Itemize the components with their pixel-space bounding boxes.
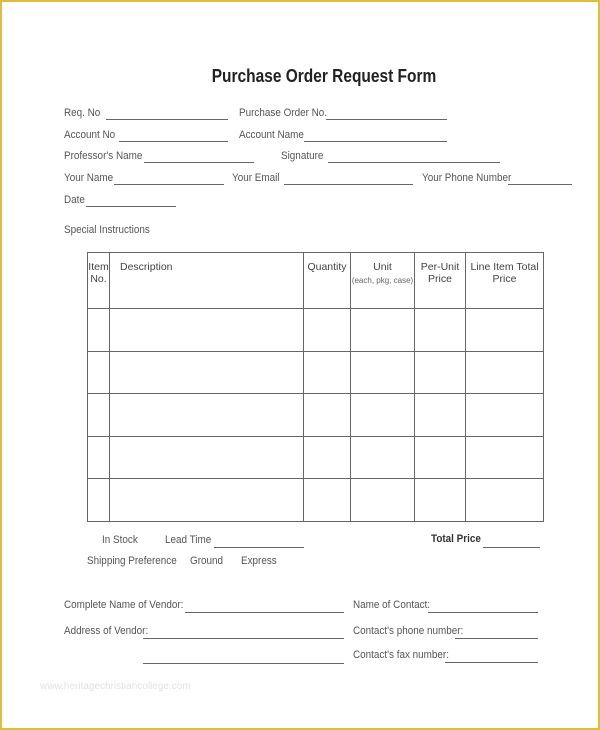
item-no-header-line2: No. — [90, 273, 107, 285]
contact-fax-label: Contact's fax number: — [353, 649, 449, 661]
unit-cell[interactable] — [351, 309, 415, 352]
description-cell[interactable] — [110, 309, 304, 352]
table-row — [88, 436, 544, 479]
req-no-label: Req. No — [64, 107, 101, 119]
shipping-preference-label: Shipping Preference — [87, 555, 177, 567]
table-row — [88, 479, 544, 522]
vendor-address-field[interactable] — [143, 638, 344, 639]
total-price-label: Total Price — [431, 533, 481, 545]
contact-name-label: Name of Contact: — [353, 599, 431, 611]
special-instructions-label: Special Instructions — [64, 224, 150, 236]
description-cell[interactable] — [110, 351, 304, 394]
line-total-cell[interactable] — [466, 309, 544, 352]
description-cell[interactable] — [110, 479, 304, 522]
express-checkbox[interactable] — [230, 557, 239, 566]
vendor-address-label: Address of Vendor: — [64, 625, 149, 637]
signature-label: Signature — [281, 150, 324, 162]
unit-header-label: Unit — [373, 261, 392, 273]
vendor-name-label: Complete Name of Vendor: — [64, 599, 184, 611]
quantity-header: Quantity — [304, 253, 351, 309]
ground-checkbox[interactable] — [179, 557, 188, 566]
professors-name-field[interactable] — [144, 162, 254, 163]
per-unit-price-cell[interactable] — [415, 479, 466, 522]
quantity-cell[interactable] — [304, 436, 351, 479]
unit-cell[interactable] — [351, 394, 415, 437]
professors-name-label: Professor's Name — [64, 150, 143, 162]
description-cell[interactable] — [110, 436, 304, 479]
item-no-cell[interactable] — [88, 436, 110, 479]
contact-fax-field[interactable] — [445, 662, 538, 663]
account-name-label: Account Name — [239, 129, 304, 141]
item-no-cell[interactable] — [88, 479, 110, 522]
date-label: Date — [64, 194, 85, 206]
total-price-field[interactable] — [483, 547, 540, 548]
unit-cell[interactable] — [351, 436, 415, 479]
item-no-cell[interactable] — [88, 309, 110, 352]
unit-cell[interactable] — [351, 479, 415, 522]
account-no-field[interactable] — [119, 141, 228, 142]
date-field[interactable] — [86, 206, 176, 207]
line-total-cell[interactable] — [466, 479, 544, 522]
form-title: Purchase Order Request Form — [211, 66, 437, 86]
in-stock-label: In Stock — [102, 534, 138, 546]
description-cell[interactable] — [110, 394, 304, 437]
table-header-row — [88, 253, 544, 309]
ground-label: Ground — [190, 555, 224, 567]
contact-phone-label: Contact's phone number: — [353, 625, 464, 637]
watermark: www.heritagechristiancollege.com — [40, 681, 191, 692]
unit-cell[interactable] — [351, 351, 415, 394]
description-header: Description — [110, 253, 304, 309]
your-phone-field[interactable] — [508, 184, 572, 185]
quantity-cell[interactable] — [304, 479, 351, 522]
quantity-cell[interactable] — [304, 394, 351, 437]
express-label: Express — [241, 555, 277, 567]
vendor-name-field[interactable] — [185, 612, 344, 613]
contact-phone-field[interactable] — [455, 638, 538, 639]
line-total-header-line1: Line Item Total — [470, 261, 539, 273]
your-email-field[interactable] — [284, 184, 413, 185]
item-no-cell[interactable] — [88, 351, 110, 394]
in-stock-checkbox[interactable] — [91, 536, 100, 545]
your-email-label: Your Email — [232, 172, 280, 184]
lead-time-label: Lead Time — [165, 534, 212, 546]
signature-field[interactable] — [328, 162, 500, 163]
your-name-field[interactable] — [114, 184, 224, 185]
item-no-cell[interactable] — [88, 394, 110, 437]
item-no-header — [88, 253, 110, 309]
per-unit-price-cell[interactable] — [415, 309, 466, 352]
table-row — [88, 351, 544, 394]
line-total-cell[interactable] — [466, 394, 544, 437]
line-items-table — [87, 252, 544, 522]
lead-time-checkbox[interactable] — [152, 536, 161, 545]
purchase-order-no-label: Purchase Order No. — [239, 107, 328, 119]
lead-time-field[interactable] — [214, 547, 304, 548]
vendor-address-field-2[interactable] — [143, 663, 344, 664]
per-unit-price-header — [415, 253, 466, 309]
account-no-label: Account No — [64, 129, 116, 141]
unit-header — [351, 253, 415, 309]
your-name-label: Your Name — [64, 172, 114, 184]
per-unit-price-cell[interactable] — [415, 436, 466, 479]
line-total-header — [466, 253, 544, 309]
purchase-order-form — [2, 2, 598, 728]
per-unit-header-line2: Price — [428, 273, 452, 285]
req-no-field[interactable] — [106, 119, 228, 120]
table-row — [88, 394, 544, 437]
per-unit-header-line1: Per-Unit — [420, 261, 460, 273]
unit-header-sub: (each, pkg, case) — [351, 276, 414, 285]
contact-name-field[interactable] — [428, 612, 538, 613]
per-unit-price-cell[interactable] — [415, 351, 466, 394]
table-row — [88, 309, 544, 352]
line-total-cell[interactable] — [466, 436, 544, 479]
quantity-cell[interactable] — [304, 309, 351, 352]
line-total-cell[interactable] — [466, 351, 544, 394]
purchase-order-no-field[interactable] — [326, 119, 447, 120]
per-unit-price-cell[interactable] — [415, 394, 466, 437]
quantity-cell[interactable] — [304, 351, 351, 394]
item-no-header-line1: Item — [88, 261, 109, 273]
line-total-header-line2: Price — [492, 273, 517, 285]
your-phone-label: Your Phone Number — [422, 172, 512, 184]
account-name-field[interactable] — [304, 141, 447, 142]
